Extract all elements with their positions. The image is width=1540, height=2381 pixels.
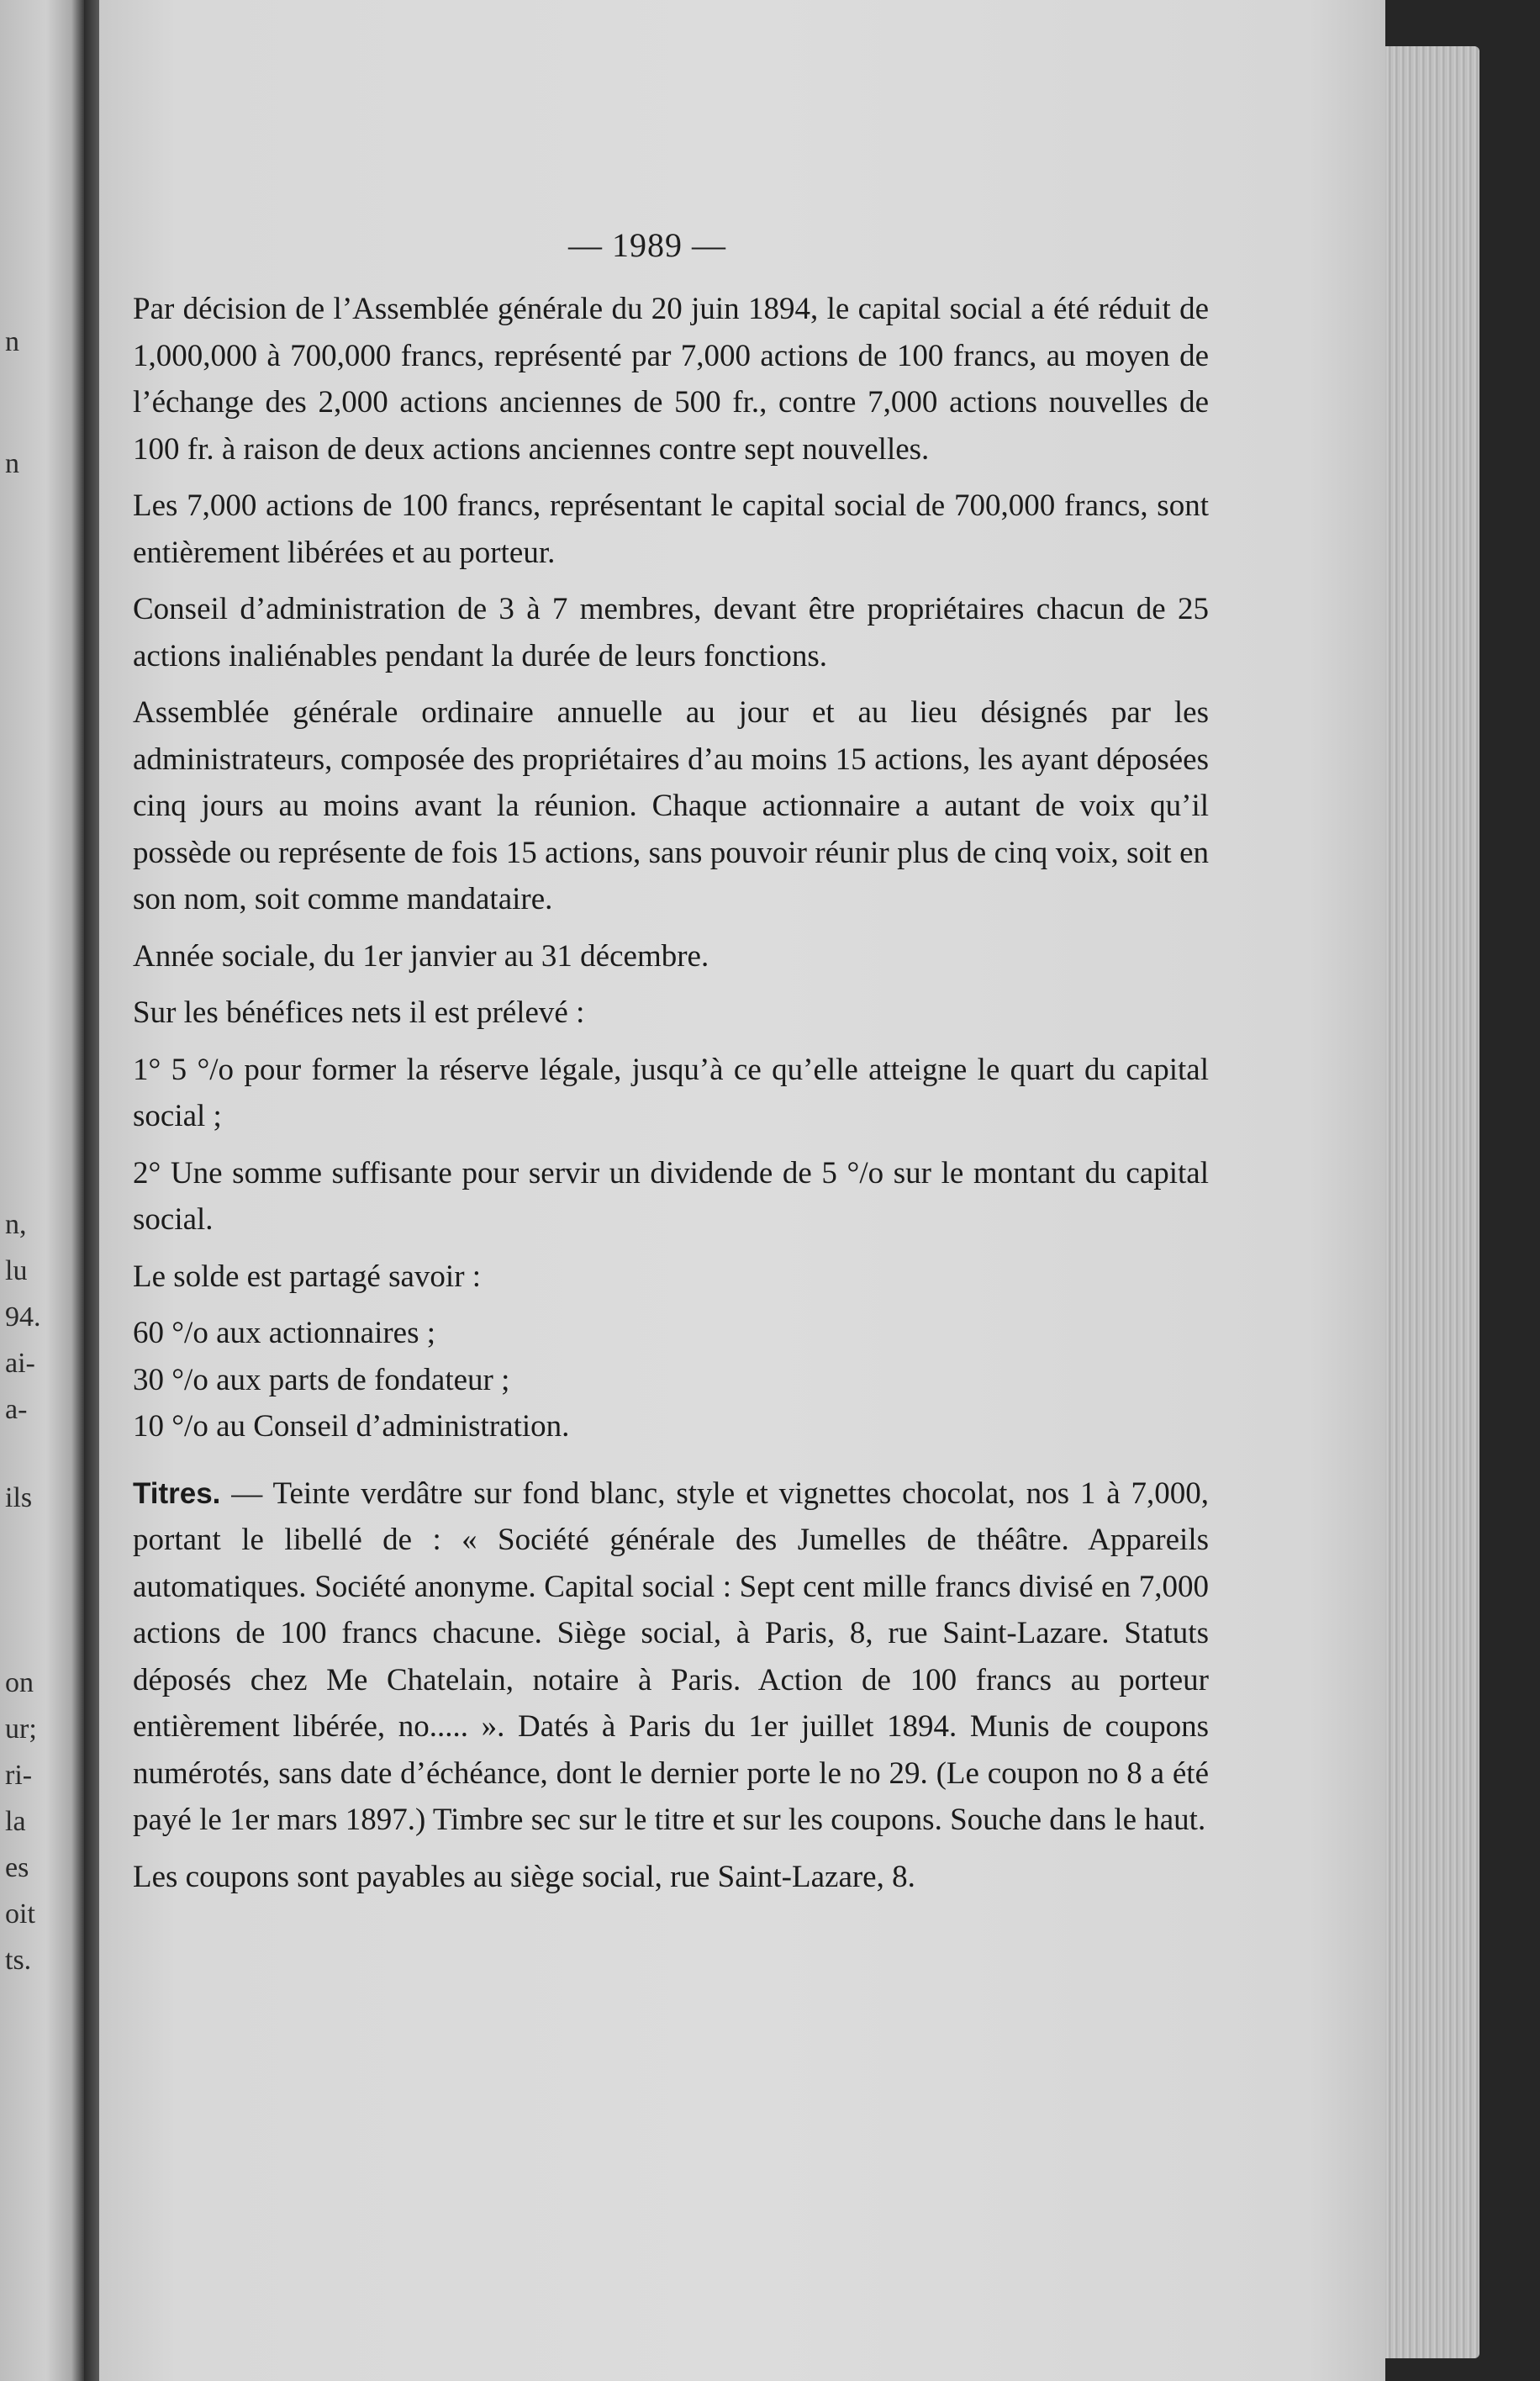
margin-fragment: on xyxy=(5,1667,34,1698)
paragraph: Les 7,000 actions de 100 francs, représentant le capital social de 700,000 francs, sont entièrement libérées et au porteur. xyxy=(133,488,1209,570)
paragraph: Le solde est partagé savoir : xyxy=(133,1259,482,1294)
paragraph: Sur les bénéfices nets il est prélevé : xyxy=(133,995,585,1030)
margin-fragment: ts. xyxy=(5,1945,32,1976)
margin-fragment: oit xyxy=(5,1898,35,1930)
previous-page-edge xyxy=(0,0,84,2381)
titres-paragraph xyxy=(133,1470,1209,1844)
margin-fragment: n xyxy=(5,448,19,479)
margin-fragment: ri- xyxy=(5,1760,33,1791)
paragraph: 30 °/o aux parts de fondateur ; xyxy=(133,1362,510,1397)
margin-fragment: ai- xyxy=(5,1348,35,1379)
paragraph: Conseil d’administration de 3 à 7 membres, devant être propriétaires chacun de 25 actions inaliénables pendant la durée de leurs fonctions. xyxy=(133,592,1209,673)
body-text xyxy=(133,286,1209,1910)
paragraph: Par décision de l’Assemblée générale du 20 juin 1894, le capital social a été réduit de 1,000,000 à 700,000 francs, représenté par 7,000 actions de 100 francs, au moyen de l’échange des 2,000 actions anciennes de 500 fr., contre 7,000 actions nouvelles de 100 fr. à raison de deux actions anciennes contre sept nouvelles. xyxy=(133,292,1209,467)
titres-text: — Teinte verdâtre sur fond blanc, style et vignettes chocolat, nos 1 à 7,000, portant le libellé de : « Société générale des Jumelles de théâtre. Appareils automatiques. Société anonyme. Capital social : Sept cent mille francs divisé en 7,000 actions de 100 francs chacune. Siège social, à Paris, 8, rue Saint-Lazare. Statuts déposés chez Me Chatelain, notaire à Paris. Action de 100 francs au porteur entièrement libérée, no..... ». Datés à Paris du 1er juillet 1894. Munis de coupons numérotés, sans date d’échéance, dont le dernier porte le no 29. (Le coupon no 8 a été payé le 1er mars 1897.) Timbre sec sur le titre et sur les coupons. Souche dans le haut. xyxy=(133,1476,1209,1837)
margin-fragment: n, xyxy=(5,1209,27,1240)
page-edges xyxy=(1385,46,1479,2358)
margin-fragment: a- xyxy=(5,1394,28,1425)
paragraph: 1° 5 °/o pour former la réserve légale, jusqu’à ce qu’elle atteigne le quart du capital social ; xyxy=(133,1052,1209,1133)
margin-fragment: ur; xyxy=(5,1713,37,1745)
book-gutter xyxy=(84,0,99,2381)
margin-fragment: la xyxy=(5,1806,26,1837)
paragraph: 10 °/o au Conseil d’administration. xyxy=(133,1409,570,1444)
margin-fragment: lu xyxy=(5,1255,28,1286)
page-number: — 1989 — xyxy=(568,226,726,264)
closing-paragraph: Les coupons sont payables au siège social, rue Saint-Lazare, 8. xyxy=(133,1859,915,1894)
paragraph: 2° Une somme suffisante pour servir un dividende de 5 °/o sur le montant du capital social. xyxy=(133,1155,1209,1237)
margin-fragment: es xyxy=(5,1852,29,1883)
margin-fragment: ils xyxy=(5,1482,33,1513)
paragraph: 60 °/o aux actionnaires ; xyxy=(133,1316,436,1350)
margin-fragment: 94. xyxy=(5,1301,41,1333)
paragraph: Assemblée générale ordinaire annuelle au jour et au lieu désignés par les administrateurs, composée des propriétaires d’au moins 15 actions, les ayant déposées cinq jours au moins avant la réunion. Chaque actionnaire a autant de voix qu’il possède ou représente de fois 15 actions, sans pouvoir réunir plus de cinq voix, soit en son nom, soit comme mandataire. xyxy=(133,695,1209,916)
titres-label: Titres. xyxy=(133,1476,221,1510)
margin-fragment: n xyxy=(5,326,19,357)
scan-background xyxy=(1479,0,1540,2381)
paragraph: Année sociale, du 1er janvier au 31 décembre. xyxy=(133,938,709,974)
